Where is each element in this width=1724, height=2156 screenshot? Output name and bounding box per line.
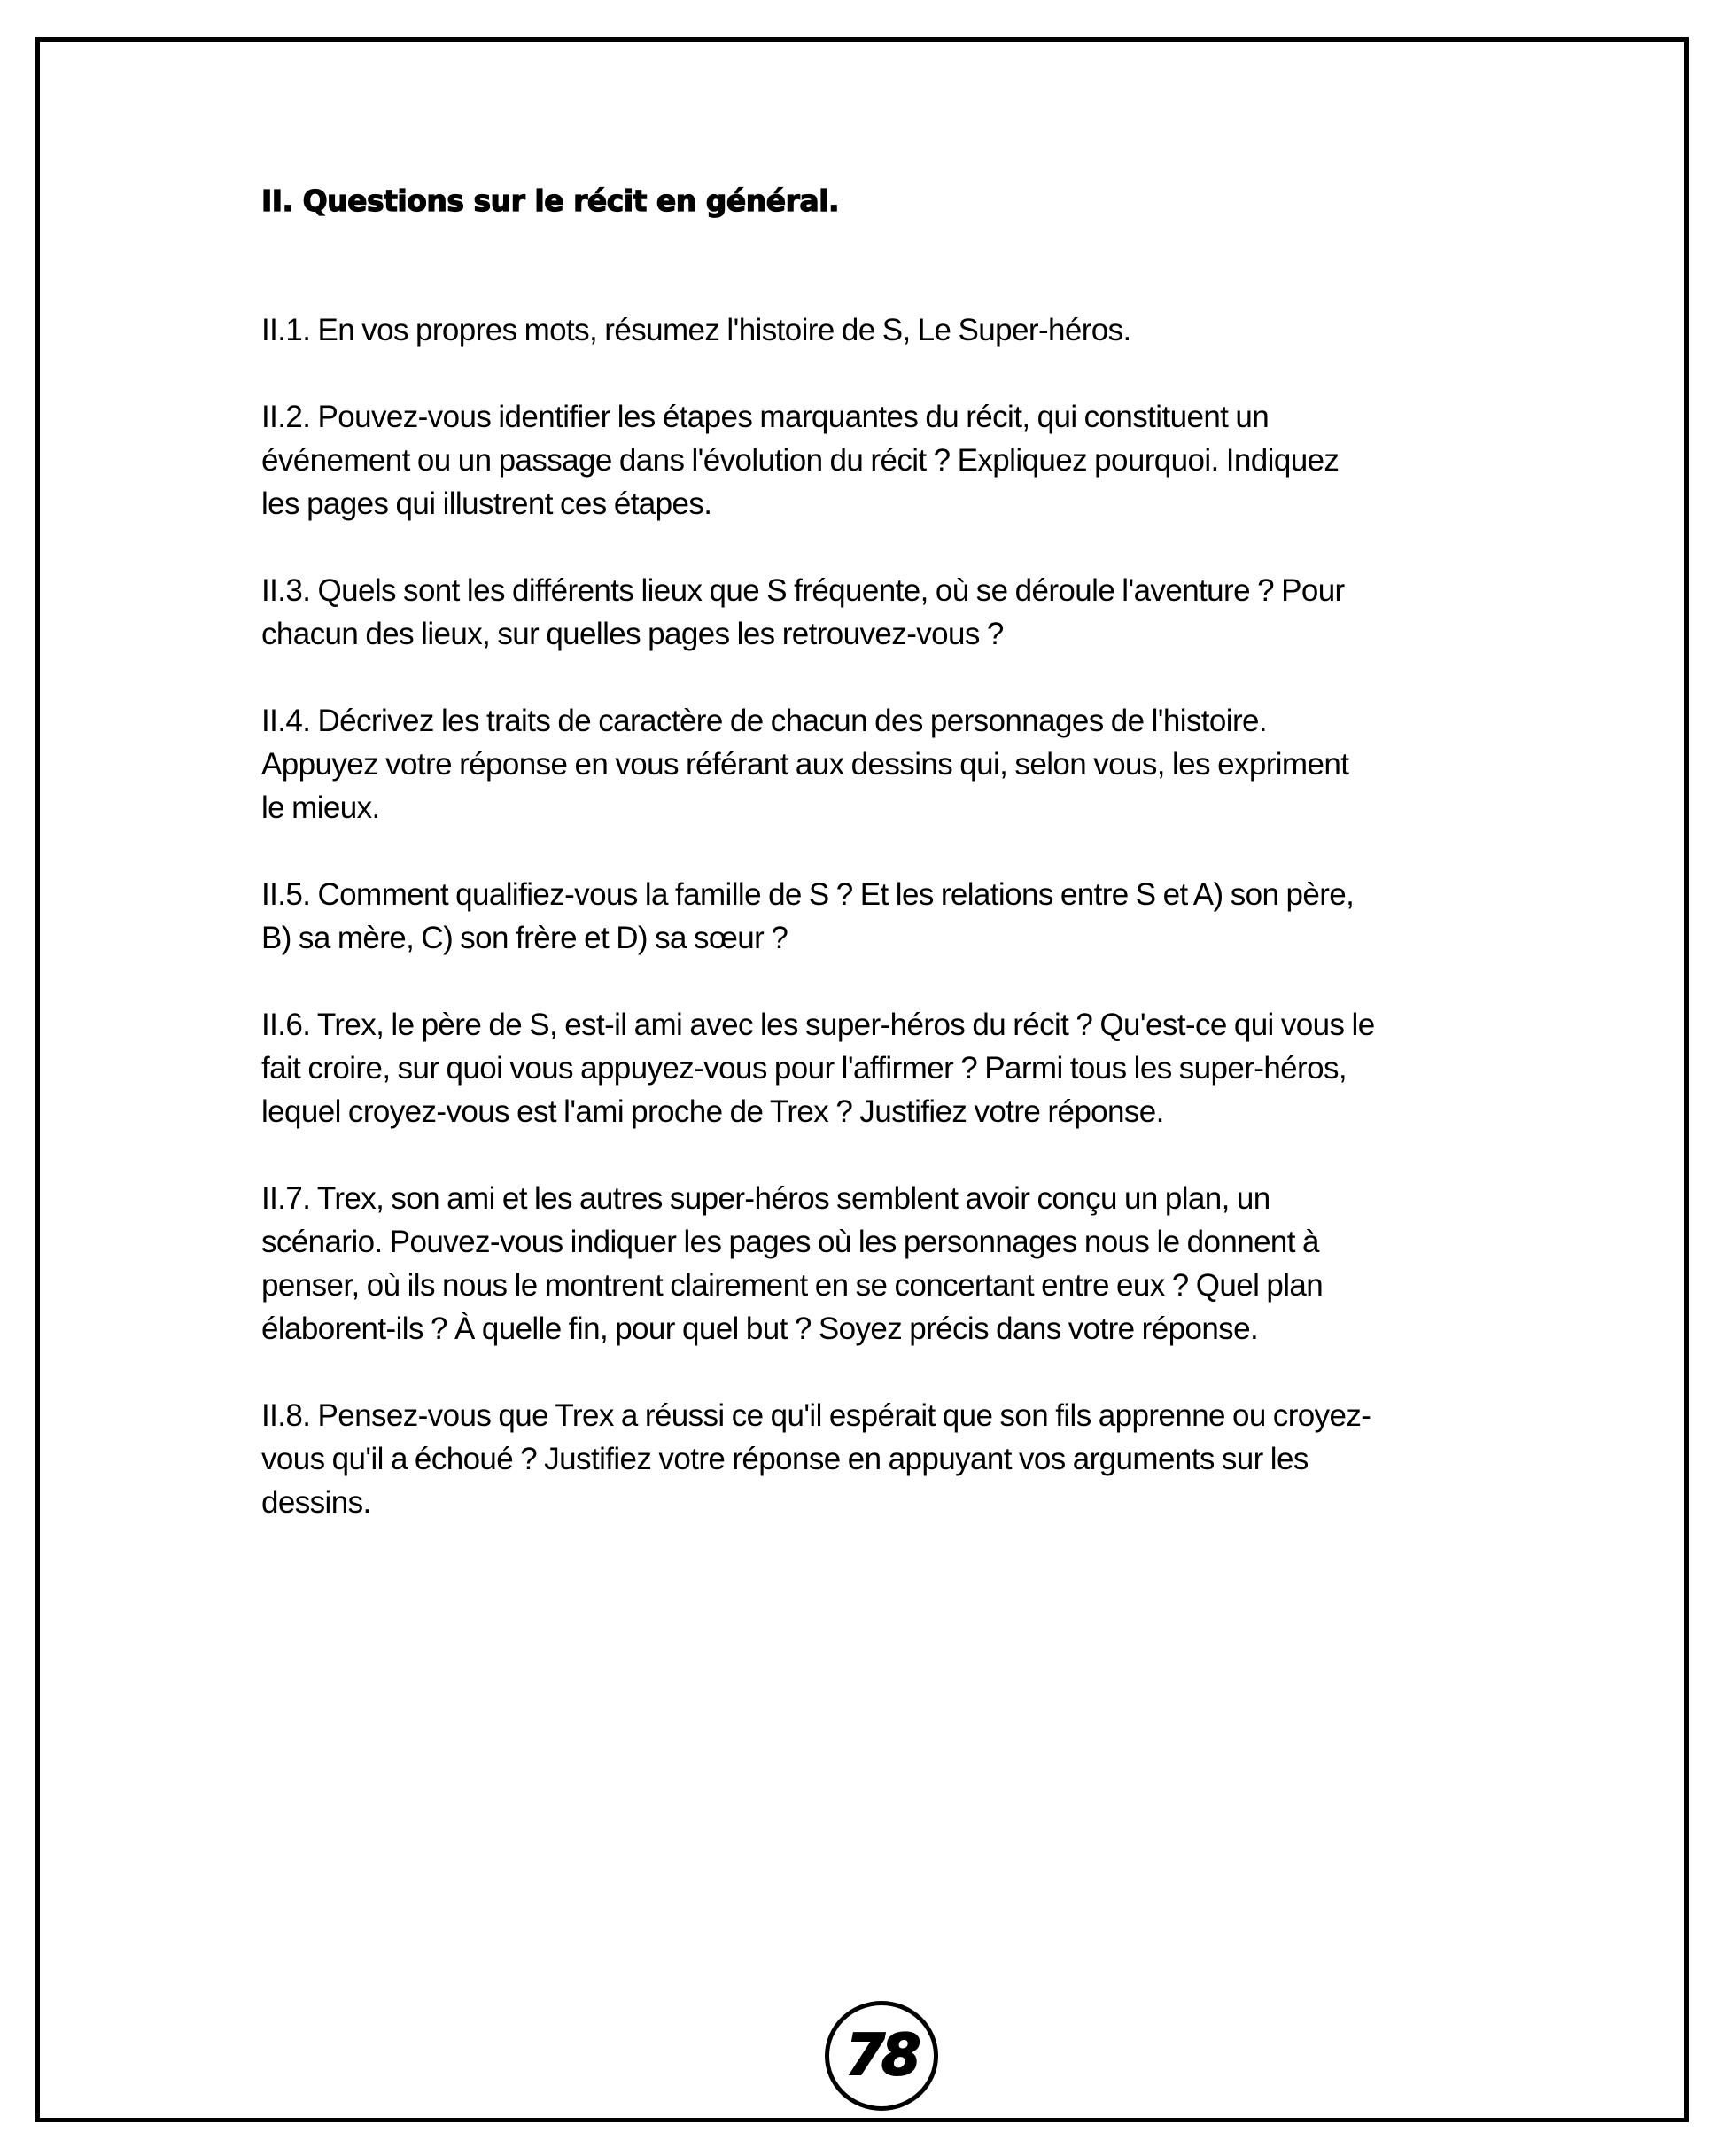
question-line: II.7. Trex, son ami et les autres super-héros semblent avoir conçu un plan, un — [261, 1181, 1270, 1216]
question-line: II.2. Pouvez-vous identifier les étapes marquantes du récit, qui constituent un — [261, 400, 1270, 434]
section-heading: II. Questions sur le récit en général. — [261, 183, 840, 218]
page-number: 78 — [845, 2023, 918, 2089]
question-line: dessins. — [261, 1485, 371, 1520]
question-line: le mieux. — [261, 790, 380, 825]
question-ii-1 — [261, 308, 1519, 352]
question-ii-8 — [261, 1394, 1519, 1524]
document-body — [261, 180, 1519, 1568]
question-line: lequel croyez-vous est l'ami proche de Trex ? Justifiez votre réponse. — [261, 1094, 1164, 1129]
question-line: événement ou un passage dans l'évolution du récit ? Expliquez pourquoi. Indiquez — [261, 443, 1340, 478]
question-line: II.3. Quels sont les différents lieux que S fréquente, où se déroule l'aventure ? Pour — [261, 573, 1345, 608]
question-line: élaborent-ils ? À quelle fin, pour quel but ? Soyez précis dans votre réponse. — [261, 1312, 1259, 1346]
question-line: II.5. Comment qualifiez-vous la famille de S ? Et les relations entre S et A) son père, — [261, 877, 1355, 912]
question-line: II.8. Pensez-vous que Trex a réussi ce qu'il espérait que son fils apprenne ou croyez- — [261, 1398, 1371, 1433]
question-line: chacun des lieux, sur quelles pages les retrouvez-vous ? — [261, 617, 1004, 651]
question-list — [261, 308, 1519, 1524]
question-line: fait croire, sur quoi vous appuyez-vous pour l'affirmer ? Parmi tous les super-héros, — [261, 1051, 1347, 1086]
question-ii-3 — [261, 569, 1519, 656]
question-ii-4 — [261, 699, 1519, 829]
question-line: II.1. En vos propres mots, résumez l'histoire de S, Le Super-héros. — [261, 313, 1131, 347]
question-line: les pages qui illustrent ces étapes. — [261, 486, 712, 521]
question-line: Appuyez votre réponse en vous référant aux dessins qui, selon vous, les expriment — [261, 747, 1349, 782]
question-line: II.4. Décrivez les traits de caractère de chacun des personnages de l'histoire. — [261, 704, 1268, 738]
question-ii-6 — [261, 1003, 1519, 1133]
question-ii-2 — [261, 395, 1519, 525]
question-line: vous qu'il a échoué ? Justifiez votre réponse en appuyant vos arguments sur les — [261, 1442, 1309, 1476]
question-line: scénario. Pouvez-vous indiquer les pages où les personnages nous le donnent à — [261, 1225, 1319, 1259]
question-line: B) sa mère, C) son frère et D) sa sœur ? — [261, 921, 788, 955]
question-line: II.6. Trex, le père de S, est-il ami avec les super-héros du récit ? Qu'est-ce qui vous le — [261, 1008, 1375, 1042]
question-ii-7 — [261, 1177, 1519, 1350]
page-number-badge — [825, 2001, 938, 2111]
question-line: penser, où ils nous le montrent clairement en se concertant entre eux ? Quel plan — [261, 1268, 1324, 1303]
question-ii-5 — [261, 873, 1519, 960]
